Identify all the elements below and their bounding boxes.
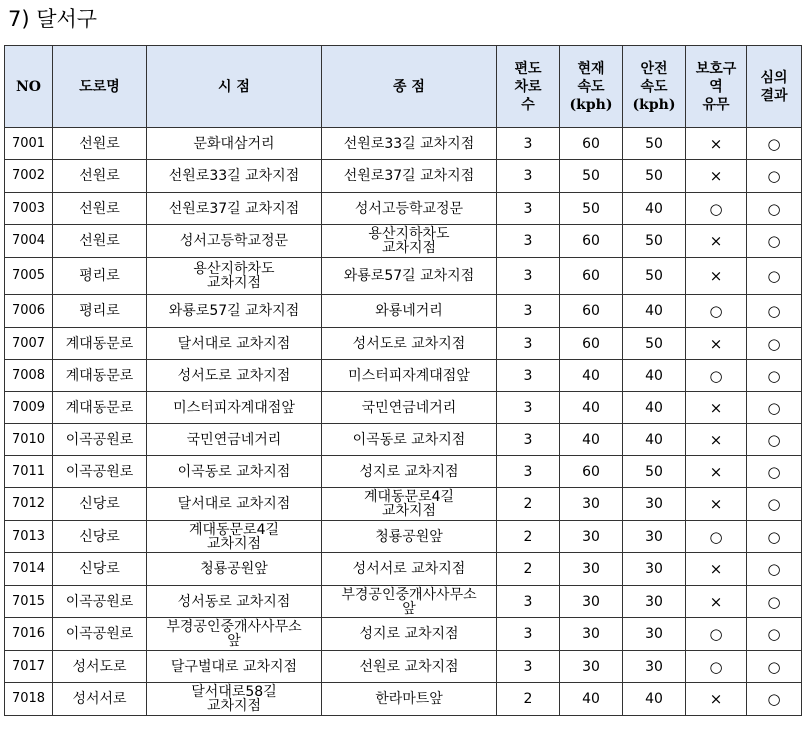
row-protection-zone: × xyxy=(686,488,747,521)
row-protection-zone: × xyxy=(686,586,747,618)
row-end-point: 청룡공원앞 xyxy=(322,521,497,553)
header-end-point: 종 점 xyxy=(322,46,497,128)
row-review-result: ○ xyxy=(747,360,802,392)
row-start-point: 달서대로 교차지점 xyxy=(147,328,322,360)
row-lanes: 3 xyxy=(497,258,560,295)
row-road-name: 선원로 xyxy=(53,160,147,193)
row-current-speed: 40 xyxy=(560,424,623,456)
row-end-point: 성지로 교차지점 xyxy=(322,456,497,488)
row-start-point: 이곡동로 교차지점 xyxy=(147,456,322,488)
table-row xyxy=(5,328,802,360)
row-end-point: 성서고등학교정문 xyxy=(322,193,497,225)
row-no: 7014 xyxy=(5,553,53,586)
row-no: 7015 xyxy=(5,586,53,618)
row-protection-zone: × xyxy=(686,683,747,716)
row-start-point: 용산지하차도 교차지점 xyxy=(147,258,322,295)
row-protection-zone: ○ xyxy=(686,193,747,225)
row-end-point: 한라마트앞 xyxy=(322,683,497,716)
row-current-speed: 60 xyxy=(560,456,623,488)
row-no: 7009 xyxy=(5,392,53,424)
row-safe-speed: 50 xyxy=(623,258,686,295)
row-lanes: 3 xyxy=(497,160,560,193)
row-protection-zone: × xyxy=(686,128,747,160)
row-start-point: 성서동로 교차지점 xyxy=(147,586,322,618)
header-start-point: 시 점 xyxy=(147,46,322,128)
row-protection-zone: × xyxy=(686,553,747,586)
row-current-speed: 30 xyxy=(560,586,623,618)
row-review-result: ○ xyxy=(747,258,802,295)
row-no: 7010 xyxy=(5,424,53,456)
row-start-point: 달서대로 교차지점 xyxy=(147,488,322,521)
row-protection-zone: × xyxy=(686,424,747,456)
row-start-point: 성서고등학교정문 xyxy=(147,225,322,258)
table-row xyxy=(5,392,802,424)
row-protection-zone: × xyxy=(686,258,747,295)
row-road-name: 이곡공원로 xyxy=(53,586,147,618)
table-row xyxy=(5,360,802,392)
table-row xyxy=(5,424,802,456)
row-current-speed: 30 xyxy=(560,651,623,683)
row-safe-speed: 30 xyxy=(623,651,686,683)
row-road-name: 이곡공원로 xyxy=(53,424,147,456)
row-no: 7005 xyxy=(5,258,53,295)
table-row xyxy=(5,128,802,160)
speed-limit-table xyxy=(4,45,802,716)
table-row xyxy=(5,295,802,328)
row-lanes: 3 xyxy=(497,360,560,392)
row-review-result: ○ xyxy=(747,586,802,618)
row-protection-zone: × xyxy=(686,456,747,488)
row-no: 7012 xyxy=(5,488,53,521)
row-current-speed: 30 xyxy=(560,618,623,651)
row-protection-zone: ○ xyxy=(686,618,747,651)
row-review-result: ○ xyxy=(747,553,802,586)
row-end-point: 미스터피자계대점앞 xyxy=(322,360,497,392)
row-safe-speed: 30 xyxy=(623,553,686,586)
header-protection-zone: 보호구 역 유무 xyxy=(686,46,747,128)
row-start-point: 계대동문로4길 교차지점 xyxy=(147,521,322,553)
row-safe-speed: 30 xyxy=(623,488,686,521)
row-current-speed: 60 xyxy=(560,328,623,360)
row-start-point: 와룡로57길 교차지점 xyxy=(147,295,322,328)
row-start-point: 국민연금네거리 xyxy=(147,424,322,456)
row-lanes: 3 xyxy=(497,424,560,456)
row-protection-zone: × xyxy=(686,392,747,424)
row-safe-speed: 40 xyxy=(623,424,686,456)
row-lanes: 3 xyxy=(497,618,560,651)
row-end-point: 이곡동로 교차지점 xyxy=(322,424,497,456)
row-end-point: 국민연금네거리 xyxy=(322,392,497,424)
row-road-name: 선원로 xyxy=(53,193,147,225)
row-review-result: ○ xyxy=(747,488,802,521)
header-no: NO xyxy=(5,46,53,128)
row-road-name: 이곡공원로 xyxy=(53,618,147,651)
row-no: 7007 xyxy=(5,328,53,360)
row-review-result: ○ xyxy=(747,193,802,225)
table-row xyxy=(5,521,802,553)
row-review-result: ○ xyxy=(747,618,802,651)
table-row xyxy=(5,258,802,295)
row-safe-speed: 50 xyxy=(623,225,686,258)
row-current-speed: 30 xyxy=(560,553,623,586)
row-no: 7013 xyxy=(5,521,53,553)
row-road-name: 성서도로 xyxy=(53,651,147,683)
table-row xyxy=(5,618,802,651)
row-current-speed: 40 xyxy=(560,360,623,392)
table-row xyxy=(5,225,802,258)
row-road-name: 평리로 xyxy=(53,258,147,295)
table-row xyxy=(5,586,802,618)
table-row xyxy=(5,160,802,193)
row-lanes: 2 xyxy=(497,521,560,553)
row-review-result: ○ xyxy=(747,683,802,716)
row-safe-speed: 50 xyxy=(623,328,686,360)
row-safe-speed: 30 xyxy=(623,586,686,618)
row-end-point: 용산지하차도 교차지점 xyxy=(322,225,497,258)
row-safe-speed: 50 xyxy=(623,160,686,193)
row-current-speed: 30 xyxy=(560,521,623,553)
row-start-point: 성서도로 교차지점 xyxy=(147,360,322,392)
row-current-speed: 50 xyxy=(560,193,623,225)
row-end-point: 와룡로57길 교차지점 xyxy=(322,258,497,295)
row-end-point: 선원로 교차지점 xyxy=(322,651,497,683)
row-lanes: 3 xyxy=(497,456,560,488)
row-protection-zone: ○ xyxy=(686,651,747,683)
row-review-result: ○ xyxy=(747,295,802,328)
row-safe-speed: 40 xyxy=(623,193,686,225)
row-review-result: ○ xyxy=(747,328,802,360)
row-road-name: 선원로 xyxy=(53,128,147,160)
row-review-result: ○ xyxy=(747,160,802,193)
row-safe-speed: 40 xyxy=(623,683,686,716)
header-lanes: 편도 차로 수 xyxy=(497,46,560,128)
header-safe-speed: 안전 속도 (kph) xyxy=(623,46,686,128)
row-protection-zone: ○ xyxy=(686,295,747,328)
row-review-result: ○ xyxy=(747,424,802,456)
row-road-name: 이곡공원로 xyxy=(53,456,147,488)
table-row xyxy=(5,553,802,586)
row-current-speed: 60 xyxy=(560,295,623,328)
row-review-result: ○ xyxy=(747,521,802,553)
row-start-point: 달구벌대로 교차지점 xyxy=(147,651,322,683)
row-no: 7017 xyxy=(5,651,53,683)
header-row xyxy=(5,46,802,128)
row-road-name: 계대동문로 xyxy=(53,360,147,392)
row-current-speed: 60 xyxy=(560,258,623,295)
row-road-name: 계대동문로 xyxy=(53,328,147,360)
row-review-result: ○ xyxy=(747,456,802,488)
row-no: 7001 xyxy=(5,128,53,160)
row-safe-speed: 40 xyxy=(623,392,686,424)
row-road-name: 계대동문로 xyxy=(53,392,147,424)
row-start-point: 미스터피자계대점앞 xyxy=(147,392,322,424)
row-review-result: ○ xyxy=(747,225,802,258)
row-lanes: 3 xyxy=(497,651,560,683)
row-no: 7011 xyxy=(5,456,53,488)
row-start-point: 문화대삼거리 xyxy=(147,128,322,160)
row-lanes: 2 xyxy=(497,488,560,521)
table-row xyxy=(5,488,802,521)
row-end-point: 성지로 교차지점 xyxy=(322,618,497,651)
row-no: 7002 xyxy=(5,160,53,193)
row-no: 7006 xyxy=(5,295,53,328)
row-review-result: ○ xyxy=(747,392,802,424)
row-current-speed: 50 xyxy=(560,160,623,193)
row-no: 7016 xyxy=(5,618,53,651)
row-end-point: 성서도로 교차지점 xyxy=(322,328,497,360)
row-start-point: 청룡공원앞 xyxy=(147,553,322,586)
table-row xyxy=(5,683,802,716)
section-title: 7) 달서구 xyxy=(8,7,98,31)
row-current-speed: 60 xyxy=(560,225,623,258)
row-no: 7003 xyxy=(5,193,53,225)
row-protection-zone: × xyxy=(686,160,747,193)
row-start-point: 선원로33길 교차지점 xyxy=(147,160,322,193)
row-lanes: 3 xyxy=(497,586,560,618)
row-end-point: 부경공인중개사사무소 앞 xyxy=(322,586,497,618)
row-protection-zone: ○ xyxy=(686,521,747,553)
row-protection-zone: × xyxy=(686,225,747,258)
row-no: 7008 xyxy=(5,360,53,392)
row-end-point: 성서서로 교차지점 xyxy=(322,553,497,586)
row-safe-speed: 50 xyxy=(623,128,686,160)
row-current-speed: 40 xyxy=(560,392,623,424)
row-road-name: 선원로 xyxy=(53,225,147,258)
row-lanes: 2 xyxy=(497,683,560,716)
header-current-speed: 현재 속도 (kph) xyxy=(560,46,623,128)
row-end-point: 선원로37길 교차지점 xyxy=(322,160,497,193)
row-lanes: 3 xyxy=(497,193,560,225)
table-row xyxy=(5,651,802,683)
row-road-name: 평리로 xyxy=(53,295,147,328)
row-protection-zone: × xyxy=(686,328,747,360)
row-road-name: 신당로 xyxy=(53,488,147,521)
row-road-name: 신당로 xyxy=(53,521,147,553)
row-no: 7018 xyxy=(5,683,53,716)
row-lanes: 3 xyxy=(497,295,560,328)
row-protection-zone: ○ xyxy=(686,360,747,392)
row-road-name: 성서서로 xyxy=(53,683,147,716)
row-start-point: 달서대로58길 교차지점 xyxy=(147,683,322,716)
header-road-name: 도로명 xyxy=(53,46,147,128)
header-review-result: 심의 결과 xyxy=(747,46,802,128)
row-current-speed: 30 xyxy=(560,488,623,521)
row-safe-speed: 30 xyxy=(623,521,686,553)
row-lanes: 3 xyxy=(497,392,560,424)
row-review-result: ○ xyxy=(747,651,802,683)
row-lanes: 2 xyxy=(497,553,560,586)
row-current-speed: 60 xyxy=(560,128,623,160)
table-row xyxy=(5,193,802,225)
row-current-speed: 40 xyxy=(560,683,623,716)
row-safe-speed: 40 xyxy=(623,360,686,392)
row-road-name: 신당로 xyxy=(53,553,147,586)
row-lanes: 3 xyxy=(497,328,560,360)
row-lanes: 3 xyxy=(497,225,560,258)
row-review-result: ○ xyxy=(747,128,802,160)
row-no: 7004 xyxy=(5,225,53,258)
row-safe-speed: 30 xyxy=(623,618,686,651)
row-start-point: 부경공인중개사사무소 앞 xyxy=(147,618,322,651)
row-safe-speed: 50 xyxy=(623,456,686,488)
row-end-point: 와룡네거리 xyxy=(322,295,497,328)
row-safe-speed: 40 xyxy=(623,295,686,328)
row-start-point: 선원로37길 교차지점 xyxy=(147,193,322,225)
row-end-point: 선원로33길 교차지점 xyxy=(322,128,497,160)
table-row xyxy=(5,456,802,488)
row-end-point: 계대동문로4길 교차지점 xyxy=(322,488,497,521)
row-lanes: 3 xyxy=(497,128,560,160)
